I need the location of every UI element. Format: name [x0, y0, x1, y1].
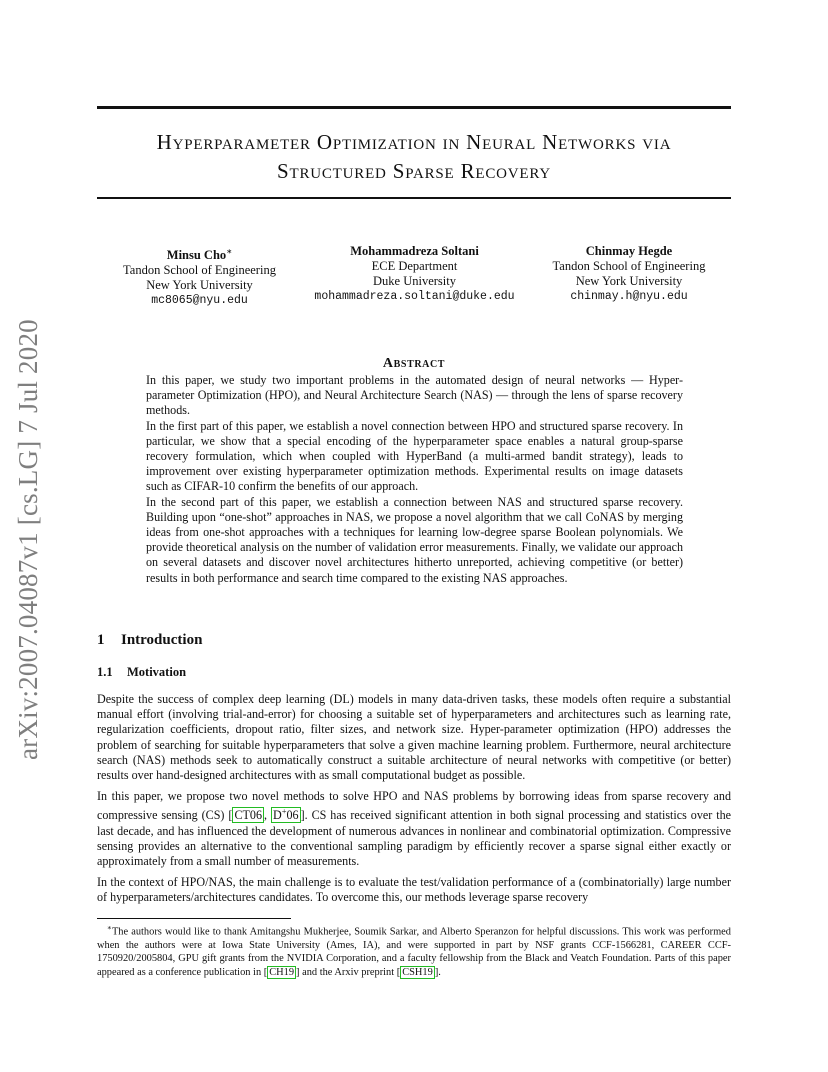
abstract-paragraph: In this paper, we study two important problems in the automated design of neural networks — Hyper-parameter Optimization (HPO), and Neural Architecture Search (NAS) — through the lens of sparse recovery methods.: [146, 373, 683, 418]
author-affiliation: ECE Department: [371, 259, 458, 273]
author-affiliation: Tandon School of Engineering: [123, 263, 276, 278]
abstract-paragraph: In the first part of this paper, we establish a novel connection between HPO and structured sparse recovery. In particular, we show that a special encoding of the hyperparameter space enables a natural group-sparse recovery formulation, which when coupled with HyperBand (a multi-armed bandit strategy), leads to improvement over existing hyperparameter optimization methods. Experimental results on image datasets such as CIFAR-10 confirm the benefits of our approach.: [146, 418, 683, 494]
author-name: Mohammadreza Soltani: [350, 244, 479, 258]
author-affiliation: Tandon School of Engineering: [552, 259, 706, 273]
abstract-heading: Abstract: [382, 356, 446, 371]
citation-link[interactable]: CT06: [234, 808, 262, 823]
author-name: Minsu Cho: [166, 248, 227, 263]
author-institution: Duke University: [373, 274, 456, 288]
subsection-heading: [97, 665, 186, 680]
title-line-2: Structured Sparse Recovery: [277, 159, 551, 183]
section-title: Introduction: [121, 632, 203, 648]
arxiv-identifier: arXiv:2007.04087v1 [cs.LG] 7 Jul 2020: [13, 319, 43, 760]
author-name: Chinmay Hegde: [585, 244, 673, 258]
author-block: [97, 244, 731, 308]
author-institution: New York University: [575, 274, 683, 288]
citation-link[interactable]: D+06: [272, 806, 299, 823]
section-heading: [97, 632, 202, 649]
author-1: [97, 244, 302, 308]
author-email[interactable]: mc8065@nyu.edu: [151, 294, 248, 308]
section-number: 1: [97, 632, 105, 648]
author-3: [527, 244, 731, 304]
body-paragraph-2: In this paper, we propose two novel methods to solve HPO and NAS problems by borrowing ideas from sparse recovery and compressive sensing (CS) [ CT06 , D+06 ]. CS has received significant attention in both signal processing and statistics over the last decade, and has influenced the development of numerous advances in nonlinear and combinatorial optimization. Compressive sensing provides an alternative to the conventional sampling paradigm by efficiently recover a sparse signal either exactly or approximately from a small number of measurements.: [97, 789, 731, 869]
footnote-mark[interactable]: ∗: [226, 246, 233, 256]
paper-title: [97, 128, 731, 186]
author-email[interactable]: chinmay.h@nyu.edu: [570, 290, 688, 303]
footnote-mark: ∗: [107, 924, 112, 932]
abstract-paragraph: In the second part of this paper, we establish a connection between NAS and structured sparse recovery. Building upon “one-shot” approaches in NAS, we propose a novel algorithm that we call CoNAS by merging ideas from one-shot approaches with a techniques for learning low-degree sparse Boolean polynomials. We provide theoretical analysis on the number of validation error measurements. Finally, we validate our approach on several datasets and discover novel architectures hitherto unreported, achieving competitive (or better) results in both performance and search time compared to the existing NAS approaches.: [146, 494, 683, 585]
body-paragraph-1: Despite the success of complex deep learning (DL) models in many data-driven tasks, these models often require a substantial manual effort (involving trial-and-error) for choosing a suitable set of hyperparameters and architectures such as learning rate, regularization coefficients, dropout ratio, filter sizes, and network size. Hyper-parameter optimization (HPO) addresses the problem of searching for suitable hyperparameters that solve a given machine learning problem. Furthermore, neural architecture search (NAS) methods seek to automatically construct a suitable architecture of neural networks with competitive (or better) results over hand-designed architectures with as small computational budget as possible.: [97, 692, 731, 783]
abstract-body: [146, 373, 683, 586]
footnote-rule: [97, 918, 291, 919]
footnote: ∗The authors would like to thank Amitangshu Mukherjee, Soumik Sarkar, and Alberto Speranzon for helpful discussions. This work was performed when the authors were at Iowa State University (Ames, IA), and were supported in part by NSF grants CCF-1566281, CAREER CCF-1750920/2005804, GPU gift grants from the NVIDIA Corporation, and a faculty fellowship from the Black and Veatch Foundation. Parts of this paper appeared as a conference publication in [ CH19 ] and the Arxiv preprint [ CSH19 ].: [97, 924, 731, 978]
title-bottom-rule: [97, 197, 731, 199]
body-paragraph-3: In the context of HPO/NAS, the main challenge is to evaluate the test/validation performance of a (combinatorially) large number of hyperparameters/architectures candidates. To overcome this, our methods leverage sparse recovery: [97, 875, 731, 905]
author-2: [302, 244, 527, 304]
author-institution: New York University: [146, 278, 253, 293]
citation-link[interactable]: CH19: [269, 966, 295, 978]
title-line-1: Hyperparameter Optimization in Neural Networks via: [156, 130, 672, 154]
citation-link[interactable]: CSH19: [402, 966, 433, 978]
title-top-rule: [97, 106, 731, 109]
subsection-title: Motivation: [127, 665, 187, 679]
body-text: [97, 692, 731, 912]
author-email[interactable]: mohammadreza.soltani@duke.edu: [314, 290, 515, 303]
subsection-number: 1.1: [97, 665, 113, 679]
